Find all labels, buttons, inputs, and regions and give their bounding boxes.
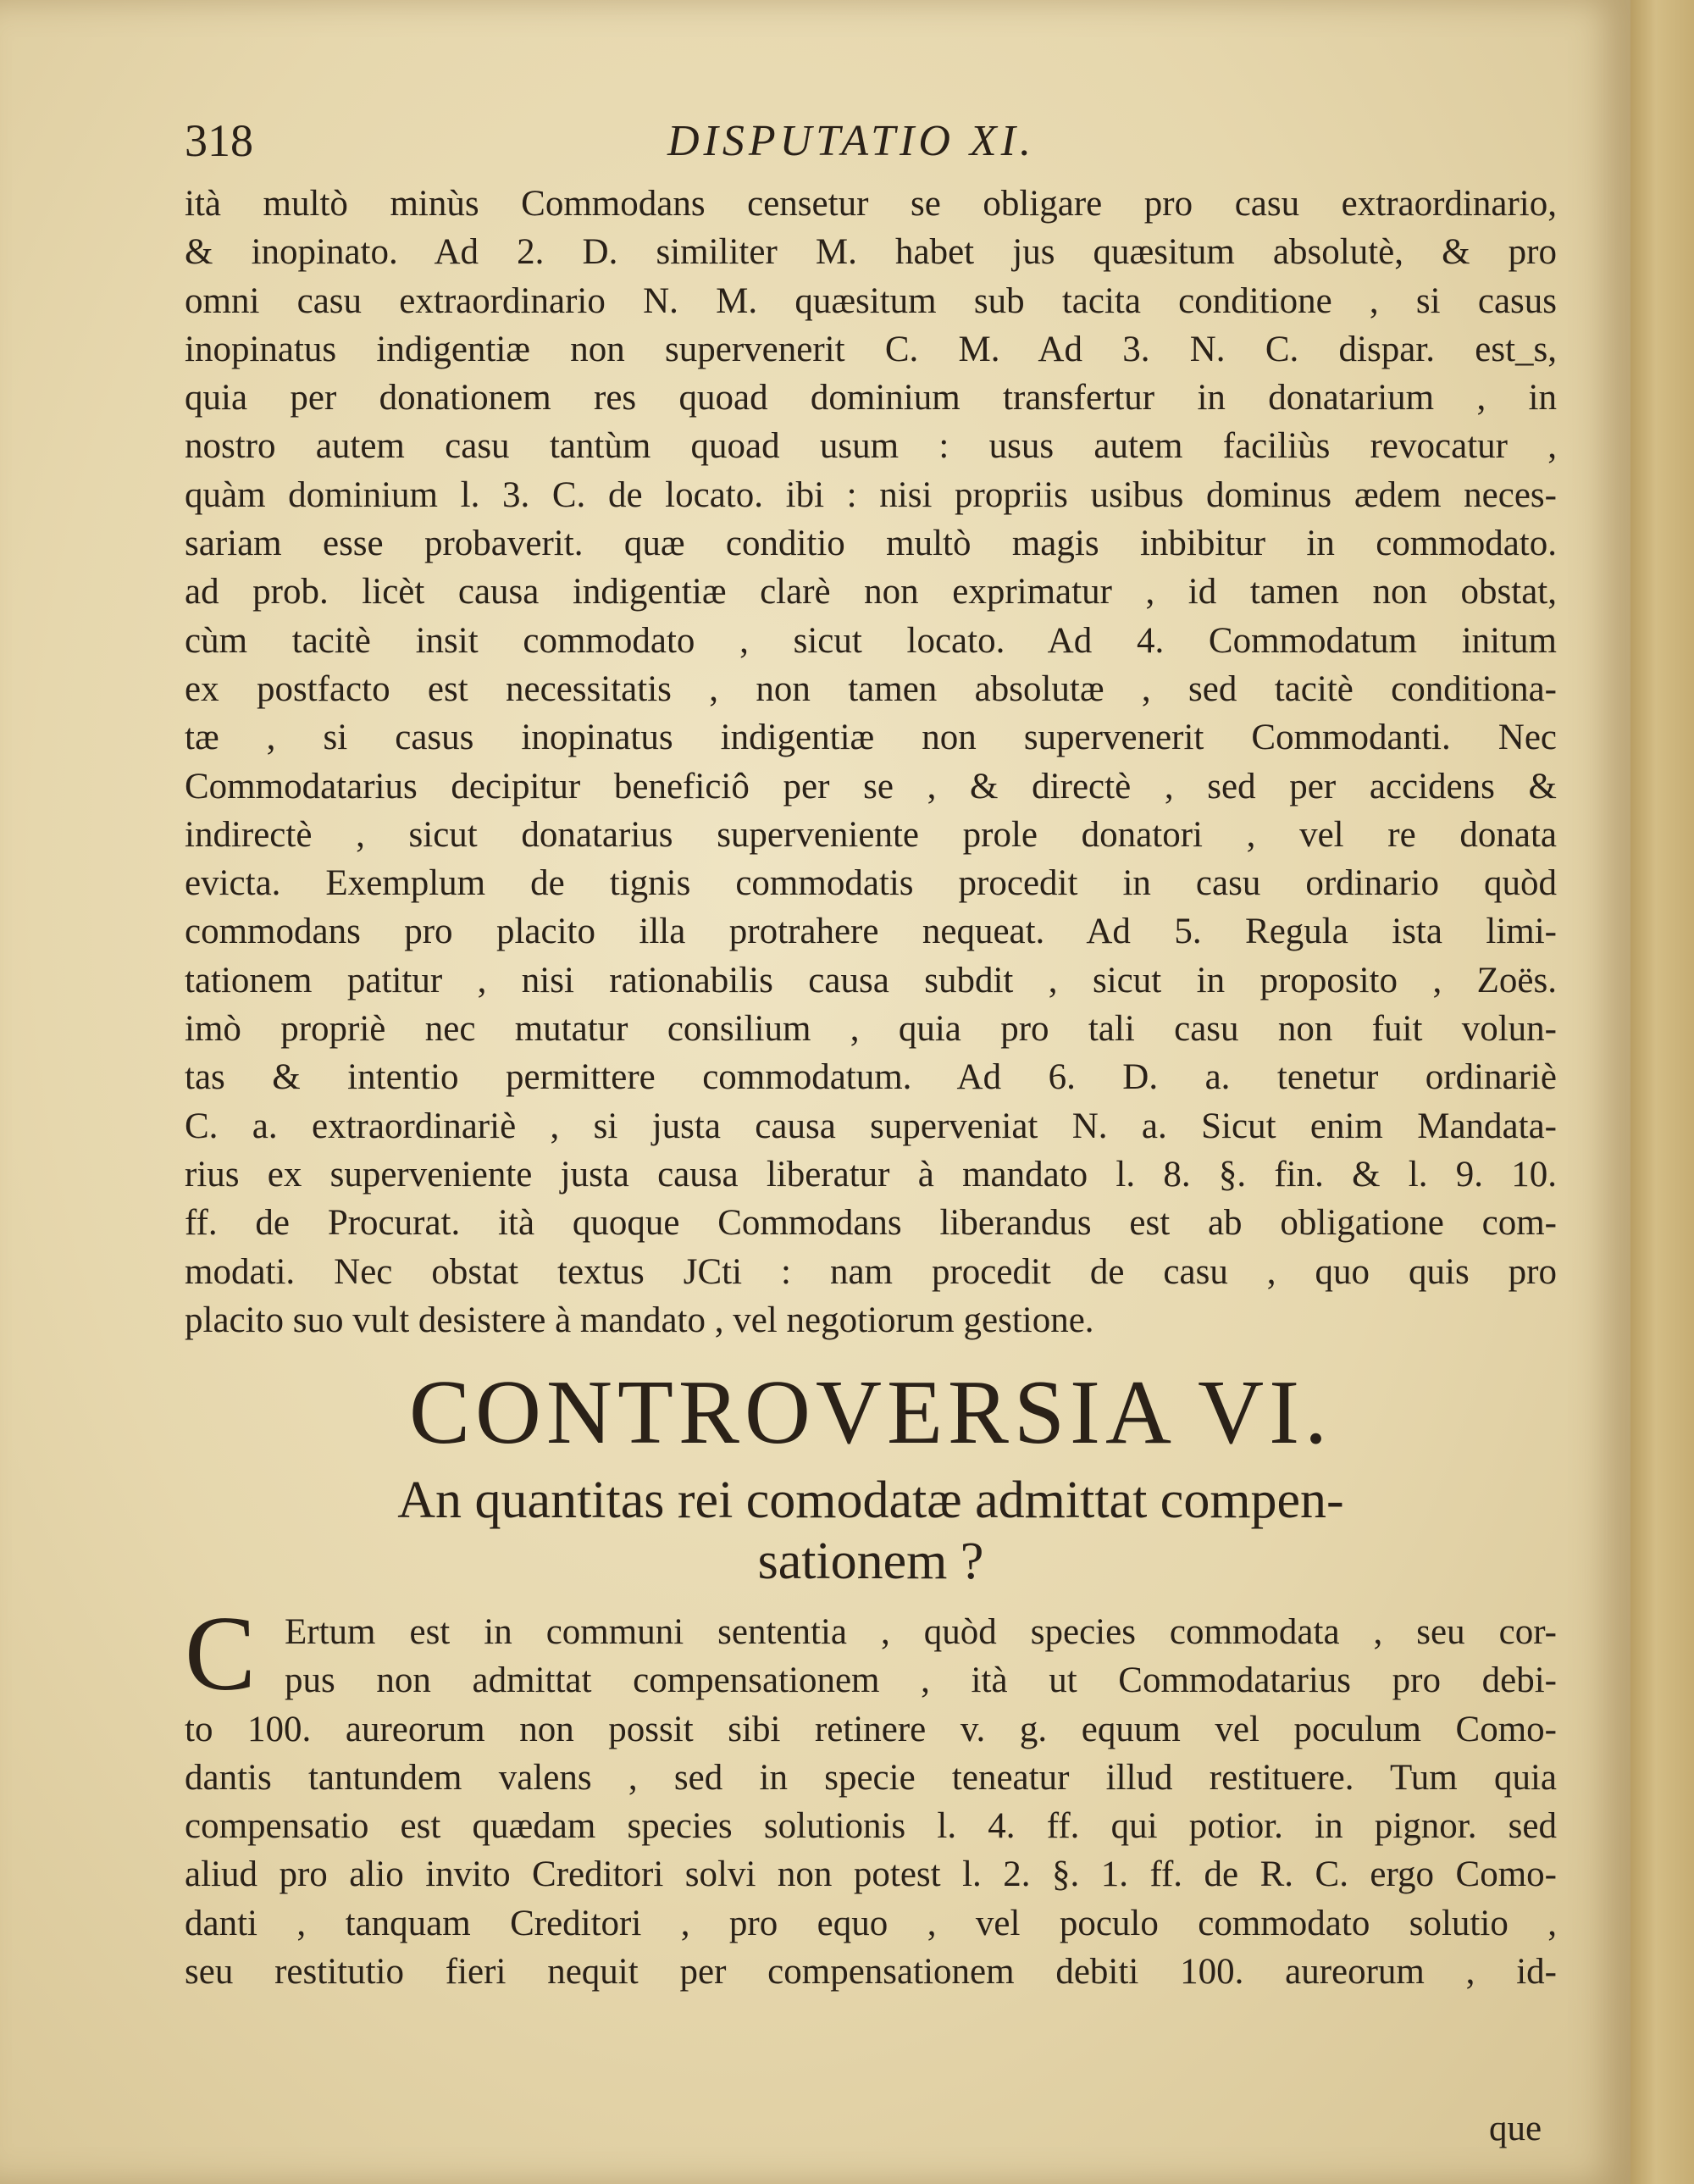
text-line: ff. de Procurat. ità quoque Commodans liberandus est ab obligatione com- [185,1203,1557,1244]
text-line: placito suo vult desistere à mandato , vel negotiorum gestione. [185,1300,1094,1340]
section-heading: CONTROVERSIA VI. [408,1362,1333,1463]
text-line: to 100. aureorum non possit sibi retinere v. g. equum vel poculum Como- [185,1709,1557,1749]
running-head: DISPUTATIO XI. [667,117,1035,165]
text-line: quia per donationem res quoad dominium transfertur in donatarium , in [185,378,1557,419]
text-line: aliud pro alio invito Creditori solvi non potest l. 2. §. 1. ff. de R. C. ergo Como- [185,1854,1557,1895]
text-line: quàm dominium l. 3. C. de locato. ibi : nisi propriis usibus dominus ædem neces- [185,474,1557,515]
text-line: Ertum est in communi sententia , quòd species commodata , seu cor- [285,1612,1557,1652]
page-edge [1630,0,1694,2184]
page-number: 318 [185,115,253,166]
text-line: sariam esse probaverit. quæ conditio multò magis inbibitur in commodato. [185,524,1557,564]
text-line: C. a. extraordinariè , si justa causa superveniat N. a. Sicut enim Mandata- [185,1106,1557,1146]
text-line: pus non admittat compensationem , ità ut Commodatarius pro debi- [285,1660,1557,1701]
text-line: ad prob. licèt causa indigentiæ clarè non exprimatur , id tamen non obstat, [185,572,1557,613]
text-line: cùm tacitè insit commodato , sicut locato. Ad 4. Commodatum initum [185,620,1557,661]
text-line: tationem patitur , nisi rationabilis causa subdit , sicut in proposito , Zoës. [185,960,1557,1001]
question-line: An quantitas rei comodatæ admittat compen- [397,1472,1344,1529]
text-line: seu restitutio fieri nequit per compensationem debiti 100. aureorum , id- [185,1952,1557,1993]
section-question [185,1470,1557,1592]
text-line: modati. Nec obstat textus JCti : nam procedit de casu , quo quis pro [185,1251,1557,1292]
question-line: sationem ? [757,1533,984,1590]
text-line: & inopinato. Ad 2. D. similiter M. habet jus quæsitum absolutè, & pro [185,232,1557,273]
text-line: Commodatarius decipitur beneficiô per se , & directè , sed per accidens & [185,766,1557,807]
text-line: compensatio est quædam species solutionis l. 4. ff. qui potior. in pignor. sed [185,1806,1557,1847]
text-line: evicta. Exemplum de tignis commodatis procedit in casu ordinario quòd [185,863,1557,904]
text-line: tæ , si casus inopinatus indigentiæ non supervenerit Commodanti. Nec [185,718,1557,758]
drop-cap: C [185,1595,257,1713]
text-line: inopinatus indigentiæ non supervenerit C. M. Ad 3. N. C. dispar. est_s, [185,329,1557,369]
text-line: rius ex superveniente justa causa liberatur à mandato l. 8. §. fin. & l. 9. 10. [185,1154,1557,1195]
page-header [185,114,1574,174]
text-line: tas & intentio permittere commodatum. Ad 6. D. a. tenetur ordinariè [185,1057,1557,1098]
catchword: que [1489,2109,1542,2148]
text-line: commodans pro placito illa protrahere nequeat. Ad 5. Regula ista limi- [185,912,1557,952]
section-body [185,1595,1557,1996]
text-line: nostro autem casu tantùm quoad usum : usus autem faciliùs revocatur , [185,426,1557,467]
text-line: omni casu extraordinario N. M. quæsitum sub tacita conditione , si casus [185,280,1557,321]
text-line: indirectè , sicut donatarius superveniente prole donatori , vel re donata [185,814,1557,855]
text-line: danti , tanquam Creditori , pro equo , vel poculo commodato solutio , [185,1903,1557,1943]
body-text [185,180,1557,1344]
text-line: ex postfacto est necessitatis , non tamen absolutæ , sed tacitè conditiona- [185,668,1557,709]
text-line: dantis tantundem valens , sed in specie teneatur illud restituere. Tum quia [185,1757,1557,1798]
text-line: ità multò minùs Commodans censetur se obligare pro casu extraordinario, [185,184,1557,224]
text-line: imò propriè nec mutatur consilium , quia pro tali casu non fuit volun- [185,1009,1557,1050]
